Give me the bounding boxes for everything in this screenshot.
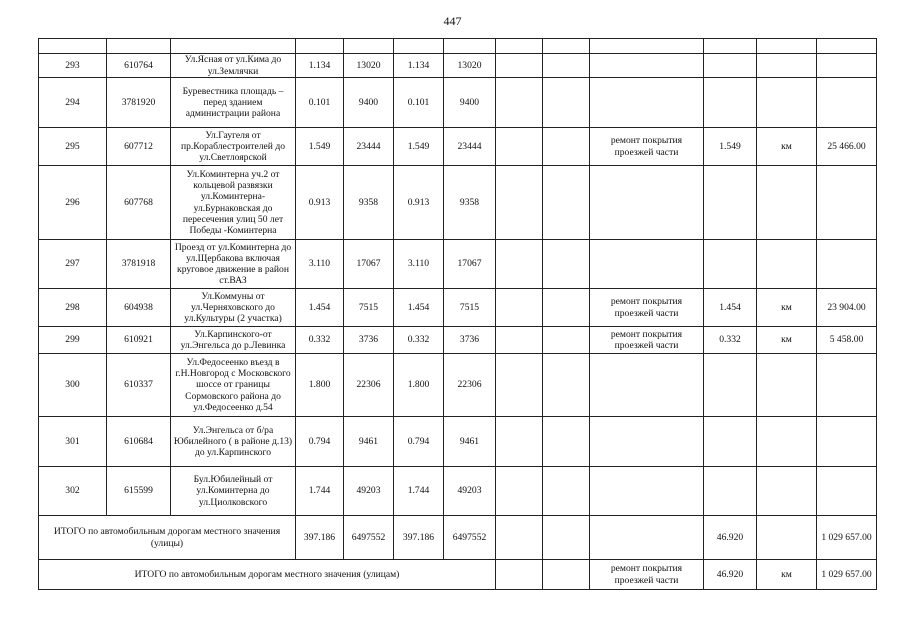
cell-empty — [543, 516, 590, 560]
cell-work — [590, 78, 704, 128]
cell-code: 607712 — [107, 128, 171, 166]
cell-cost: 23 904.00 — [817, 289, 877, 327]
cell-unit: км — [757, 128, 817, 166]
cell-area2: 9400 — [444, 78, 496, 128]
cell-empty — [543, 128, 590, 166]
cell-len1: 1.744 — [296, 467, 344, 516]
table-row — [39, 354, 877, 417]
cell-area2: 17067 — [444, 240, 496, 289]
cell-empty — [496, 240, 543, 289]
cell-area1: 6497552 — [344, 516, 394, 560]
cell-cost: 25 466.00 — [817, 128, 877, 166]
cell-wlen — [704, 354, 757, 417]
cell-len1: 0.101 — [296, 78, 344, 128]
cell-empty — [757, 516, 817, 560]
cell-n: 295 — [39, 128, 107, 166]
table-row — [39, 240, 877, 289]
cell-empty — [543, 54, 590, 78]
cell-len2: 397.186 — [394, 516, 444, 560]
cell-code: 607768 — [107, 166, 171, 240]
cell-empty — [543, 560, 590, 590]
cell-n: 297 — [39, 240, 107, 289]
cell-area2: 6497552 — [444, 516, 496, 560]
cell-cost — [817, 78, 877, 128]
header-blank-row — [39, 39, 877, 54]
cell-area1: 3736 — [344, 327, 394, 354]
cell-name: Ул.Энгельса от б/ра Юбилейного ( в районе д.13) до ул.Карпинского — [171, 417, 296, 467]
cell-empty — [496, 166, 543, 240]
cell-cost: 1 029 657.00 — [817, 560, 877, 590]
cell-unit — [757, 78, 817, 128]
table-row — [39, 128, 877, 166]
cell-work — [590, 166, 704, 240]
cell-empty — [543, 354, 590, 417]
cell-area2: 3736 — [444, 327, 496, 354]
cell-n: 293 — [39, 54, 107, 78]
cell-area2: 23444 — [444, 128, 496, 166]
cell-area1: 23444 — [344, 128, 394, 166]
cell-empty — [590, 516, 704, 560]
cell-code: 3781918 — [107, 240, 171, 289]
cell-len2: 0.913 — [394, 166, 444, 240]
cell-name: Ул.Гаугеля от пр.Кораблестроителей до ул.Светлоярской — [171, 128, 296, 166]
cell-len1: 1.134 — [296, 54, 344, 78]
total-label: ИТОГО по автомобильным дорогам местного значения (улицам) — [39, 560, 496, 590]
cell-work — [590, 54, 704, 78]
cell-code: 610684 — [107, 417, 171, 467]
cell-name: Ул.Федосеенко въезд в г.Н.Новгород с Московского шоссе от границы Сормовского района до ул.Федосеенко д.54 — [171, 354, 296, 417]
cell-work: ремонт покрытия проезжей части — [590, 327, 704, 354]
cell-len2: 0.794 — [394, 417, 444, 467]
cell-len2: 0.101 — [394, 78, 444, 128]
cell-wlen: 46.920 — [704, 516, 757, 560]
cell-area1: 9461 — [344, 417, 394, 467]
cell-len1: 397.186 — [296, 516, 344, 560]
cell-cost — [817, 354, 877, 417]
cell-cost — [817, 54, 877, 78]
cell-work — [590, 240, 704, 289]
cell-area2: 22306 — [444, 354, 496, 417]
cell-wlen — [704, 166, 757, 240]
cell-cost — [817, 240, 877, 289]
cell-name: Бул.Юбилейный от ул.Коминтерна до ул.Циолковского — [171, 467, 296, 516]
cell-wlen: 46.920 — [704, 560, 757, 590]
cell-work: ремонт покрытия проезжей части — [590, 128, 704, 166]
cell-name: Ул.Карпинского-от ул.Энгельса до р.Левинка — [171, 327, 296, 354]
cell-code: 604938 — [107, 289, 171, 327]
cell-code: 610764 — [107, 54, 171, 78]
cell-empty — [496, 354, 543, 417]
cell-area1: 22306 — [344, 354, 394, 417]
cell-area1: 9358 — [344, 166, 394, 240]
cell-area2: 7515 — [444, 289, 496, 327]
cell-empty — [496, 417, 543, 467]
cell-area2: 49203 — [444, 467, 496, 516]
roads-table — [38, 38, 877, 590]
table-row — [39, 166, 877, 240]
cell-unit — [757, 54, 817, 78]
cell-empty — [496, 516, 543, 560]
cell-n: 300 — [39, 354, 107, 417]
cell-area1: 7515 — [344, 289, 394, 327]
table-row — [39, 467, 877, 516]
cell-empty — [496, 128, 543, 166]
cell-wlen: 1.454 — [704, 289, 757, 327]
cell-len2: 1.800 — [394, 354, 444, 417]
cell-len1: 1.800 — [296, 354, 344, 417]
cell-len2: 1.454 — [394, 289, 444, 327]
cell-cost — [817, 417, 877, 467]
cell-cost: 5 458.00 — [817, 327, 877, 354]
cell-wlen — [704, 54, 757, 78]
cell-work — [590, 467, 704, 516]
cell-area1: 13020 — [344, 54, 394, 78]
cell-len1: 0.332 — [296, 327, 344, 354]
cell-cost — [817, 166, 877, 240]
cell-unit — [757, 166, 817, 240]
cell-work — [590, 417, 704, 467]
cell-name: Проезд от ул.Коминтерна до ул.Щербакова включая круговое движение в район ст.ВАЗ — [171, 240, 296, 289]
cell-unit: км — [757, 289, 817, 327]
cell-len2: 1.549 — [394, 128, 444, 166]
cell-code: 615599 — [107, 467, 171, 516]
cell-n: 301 — [39, 417, 107, 467]
page-number: 447 — [443, 14, 462, 28]
cell-wlen: 1.549 — [704, 128, 757, 166]
cell-unit — [757, 354, 817, 417]
cell-empty — [543, 289, 590, 327]
cell-empty — [543, 467, 590, 516]
cell-work: ремонт покрытия проезжей части — [590, 289, 704, 327]
cell-empty — [496, 560, 543, 590]
cell-code: 610337 — [107, 354, 171, 417]
cell-unit — [757, 240, 817, 289]
cell-n: 302 — [39, 467, 107, 516]
cell-len2: 3.110 — [394, 240, 444, 289]
cell-n: 299 — [39, 327, 107, 354]
table-row — [39, 417, 877, 467]
cell-len1: 0.794 — [296, 417, 344, 467]
cell-empty — [496, 327, 543, 354]
cell-n: 296 — [39, 166, 107, 240]
cell-n: 294 — [39, 78, 107, 128]
table-row — [39, 54, 877, 78]
cell-area2: 9358 — [444, 166, 496, 240]
cell-unit — [757, 467, 817, 516]
cell-len2: 0.332 — [394, 327, 444, 354]
cell-name: Буревестника площадь – перед зданием администрации района — [171, 78, 296, 128]
cell-code: 3781920 — [107, 78, 171, 128]
cell-len1: 1.454 — [296, 289, 344, 327]
cell-area2: 13020 — [444, 54, 496, 78]
cell-wlen: 0.332 — [704, 327, 757, 354]
cell-len1: 3.110 — [296, 240, 344, 289]
cell-code: 610921 — [107, 327, 171, 354]
table-row — [39, 289, 877, 327]
cell-empty — [496, 289, 543, 327]
cell-area1: 17067 — [344, 240, 394, 289]
cell-empty — [543, 240, 590, 289]
cell-work — [590, 354, 704, 417]
cell-empty — [543, 166, 590, 240]
cell-unit: км — [757, 560, 817, 590]
total-label: ИТОГО по автомобильным дорогам местного значения (улицы) — [39, 516, 296, 560]
cell-wlen — [704, 467, 757, 516]
cell-wlen — [704, 240, 757, 289]
cell-empty — [496, 467, 543, 516]
cell-unit — [757, 417, 817, 467]
table-row — [39, 327, 877, 354]
cell-cost — [817, 467, 877, 516]
cell-area1: 49203 — [344, 467, 394, 516]
cell-cost: 1 029 657.00 — [817, 516, 877, 560]
cell-len2: 1.134 — [394, 54, 444, 78]
cell-area1: 9400 — [344, 78, 394, 128]
cell-empty — [543, 78, 590, 128]
cell-wlen — [704, 417, 757, 467]
cell-name: Ул.Коминтерна уч.2 от кольцевой развязки ул.Коминтерна-ул.Бурнаковская до пересечения улиц 50 лет Победы -Коминтерна — [171, 166, 296, 240]
cell-n: 298 — [39, 289, 107, 327]
cell-unit: км — [757, 327, 817, 354]
table-body — [39, 39, 877, 590]
cell-empty — [543, 417, 590, 467]
cell-name: Ул.Ясная от ул.Кима до ул.Землячки — [171, 54, 296, 78]
total-row-2 — [39, 560, 877, 590]
cell-empty — [496, 54, 543, 78]
cell-len2: 1.744 — [394, 467, 444, 516]
table-row — [39, 78, 877, 128]
total-row-1 — [39, 516, 877, 560]
cell-name: Ул.Коммуны от ул.Черняховского до ул.Культуры (2 участка) — [171, 289, 296, 327]
cell-empty — [543, 327, 590, 354]
cell-work: ремонт покрытия проезжей части — [590, 560, 704, 590]
cell-len1: 0.913 — [296, 166, 344, 240]
cell-empty — [496, 78, 543, 128]
cell-area2: 9461 — [444, 417, 496, 467]
cell-wlen — [704, 78, 757, 128]
cell-len1: 1.549 — [296, 128, 344, 166]
